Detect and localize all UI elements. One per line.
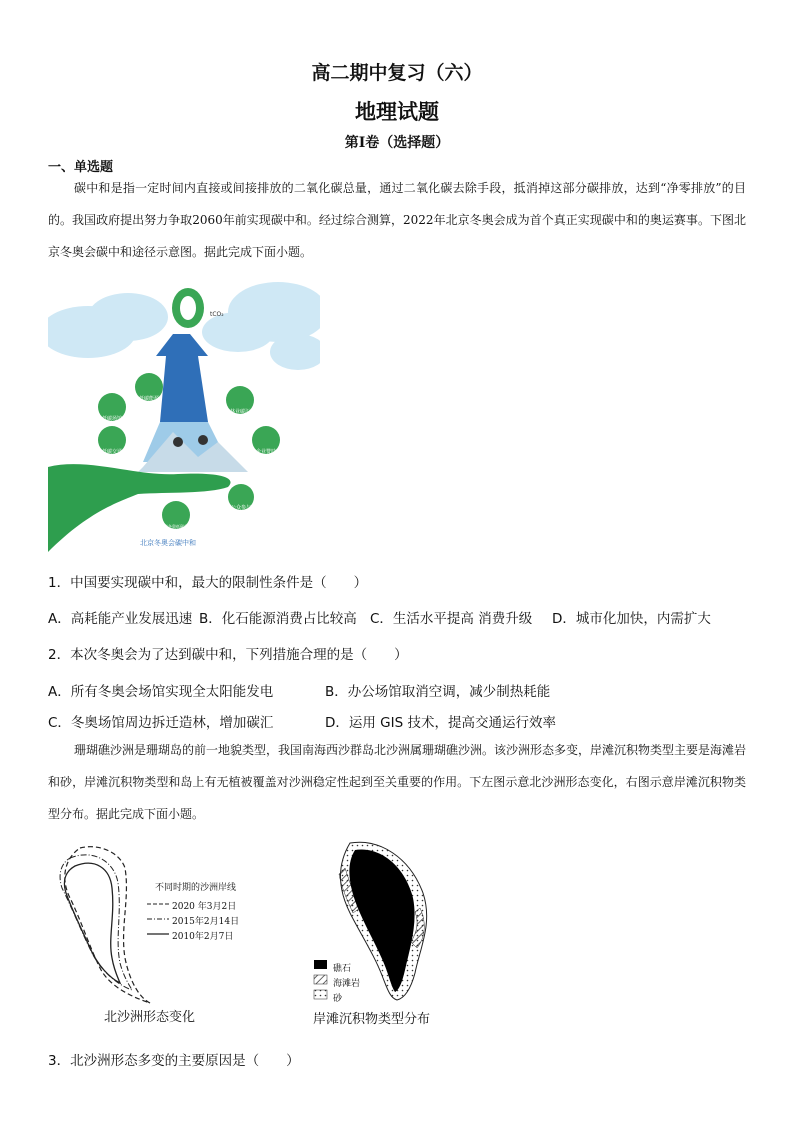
legend-title: 不同时期的沙洲岸线 [155, 883, 237, 893]
figure-caption-left: 北沙洲形态变化 [104, 1010, 196, 1025]
shoreline-2020 [65, 847, 150, 1003]
legend-item-2010: 2010年2月7日 [172, 932, 234, 942]
subject-title: 地理试题 [355, 99, 439, 124]
svg-text:北京冬奥低碳行动: 北京冬奥低碳行动 [160, 524, 192, 529]
sediment-legend-swatches [313, 958, 329, 1002]
svg-text:低碳场馆: 低碳场馆 [101, 416, 123, 422]
legend-line-samples [145, 898, 173, 948]
legend-reef: 礁石 [333, 964, 352, 974]
svg-text:公众参与: 公众参与 [230, 505, 252, 511]
legend-item-2020: 2020 年3月2日 [172, 902, 237, 912]
passage-sandbar: 珊瑚礁沙洲是珊瑚岛的前一地貌类型，我国南海西沙群岛北沙洲属珊瑚礁沙洲。该沙洲形态多变，岸滩沉积物类型主要是海滩岩和砂，岸滩沉积物类型和岛上有无植被覆盖对沙洲稳定性起到至关重要的作用。下左图示意北沙洲形态变化，右图示意岸滩沉积物类型分布。据此完成下面小题。 [48, 743, 747, 821]
q2-option-a[interactable]: A．所有冬奥会场馆实现全太阳能发电 [48, 684, 274, 700]
passage-carbon-neutral: 碳中和是指一定时间内直接或间接排放的二氧化碳总量，通过二氧化碳去除手段，抵消掉这部分碳排放，达到“净零排放”的目的。我国政府提出努力争取2060年前实现碳中和。经过综合测算，2022年北京冬奥会成为首个真正实现碳中和的奥运赛事。下图北京冬奥会碳中和途径示意图。据此完成下面小题。 [48, 181, 746, 259]
figure-caption-right: 岸滩沉积物类型分布 [313, 1012, 431, 1027]
legend-item-2015: 2015年2月14日 [172, 917, 240, 927]
q2-option-c[interactable]: C．冬奥场馆周边拆迁造林，增加碳汇 [48, 715, 274, 731]
volume-title: 第Ⅰ卷（选择题） [344, 135, 450, 151]
q2-option-b[interactable]: B．办公场馆取消空调，减少制热耗能 [325, 684, 551, 700]
page-title: 高二期中复习（六） [311, 62, 483, 84]
question-1-stem: 1．中国要实现碳中和，最大的限制性条件是（ ） [48, 575, 368, 591]
arrow-up-shape [156, 334, 208, 422]
sediment-map [305, 838, 465, 1008]
svg-text:企业赞助: 企业赞助 [255, 449, 277, 455]
question-2-stem: 2．本次冬奥会为了达到碳中和，下列措施合理的是（ ） [48, 647, 408, 663]
q1-option-a[interactable]: A．高耗能产业发展迅速 [48, 611, 193, 627]
skater-figure [198, 435, 208, 445]
legend-beachrock: 海滩岩 [333, 979, 361, 989]
svg-text:tCO₂: tCO₂ [210, 311, 224, 318]
shoreline-2015 [60, 855, 132, 990]
svg-text:林业碳汇: 林业碳汇 [229, 409, 251, 415]
question-3-stem: 3．北沙洲形态多变的主要原因是（ ） [48, 1053, 300, 1069]
svg-text:低碳交通: 低碳交通 [101, 449, 123, 455]
q2-option-d[interactable]: D．运用 GIS 技术，提高交通运行效率 [325, 715, 556, 731]
legend-sand: 砂 [333, 994, 343, 1004]
figure-carbon-neutral [48, 272, 320, 552]
shoreline-2010 [64, 863, 120, 983]
figure-sediment-distribution [305, 838, 465, 1028]
carbon-neutral-illustration [48, 272, 320, 552]
q1-option-c[interactable]: C．生活水平提高 消费升级 [370, 611, 533, 627]
skater-figure [173, 437, 183, 447]
figure-sandbar-change [40, 838, 280, 1028]
q1-option-b[interactable]: B．化石能源消费占比较高 [199, 611, 357, 627]
svg-text:北京冬奥会碳中和: 北京冬奥会碳中和 [140, 539, 196, 547]
q1-option-d[interactable]: D．城市化加快，内需扩大 [552, 611, 711, 627]
section-heading: 一、单选题 [48, 160, 114, 175]
svg-text:低碳能源: 低碳能源 [138, 396, 160, 402]
